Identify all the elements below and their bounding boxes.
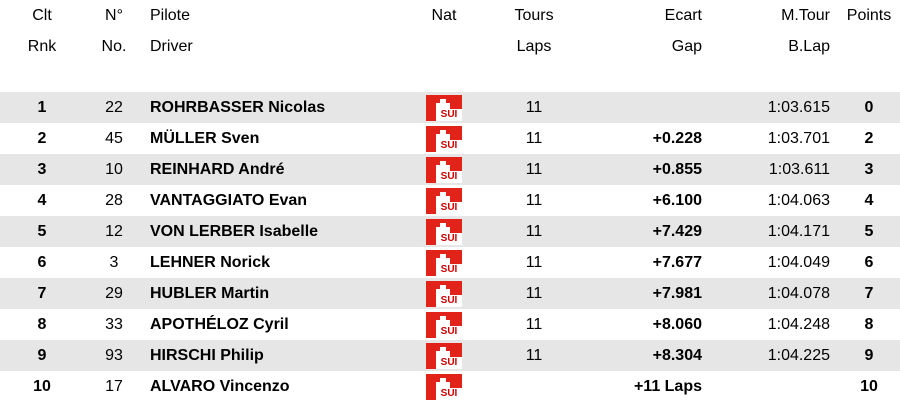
flag-code: SUI [436,264,462,276]
header-row-1 [0,0,900,32]
flag-code: SUI [436,202,462,214]
swiss-flag-icon [426,157,462,183]
swiss-flag-icon [426,250,462,276]
best-lap-cell: 1:04.248 [767,315,830,333]
nation-cell [402,185,486,216]
laps-cell [486,371,582,402]
gap-cell: +0.855 [582,154,710,185]
table-row [0,154,900,185]
best-lap-cell: 1:03.701 [767,129,830,147]
best-lap-cell: 1:04.063 [767,191,830,209]
header-gap-fr: Ecart [664,7,702,24]
points-cell: 4 [864,191,874,209]
header-points: Points [846,7,892,24]
header-no-fr: N° [105,7,123,24]
swiss-flag-icon [426,219,462,245]
points-cell: 8 [864,315,874,333]
swiss-flag-icon [426,281,462,307]
nation-cell [402,309,486,340]
table-row [0,123,900,154]
points-cell: 9 [838,340,900,371]
results-body [0,92,900,402]
flag-code: SUI [436,295,462,307]
flag-code: SUI [436,357,462,369]
flag-code: SUI [436,109,462,121]
header-laps-en: Laps [516,38,552,55]
header-laps-fr: Tours [514,7,554,24]
points-cell: 7 [838,278,900,309]
driver-cell: LEHNER Norick [150,253,271,271]
header-blap-en: B.Lap [788,38,830,55]
table-row [0,247,900,278]
gap-cell: +6.100 [652,191,702,209]
car-number-cell: 93 [84,340,144,371]
best-lap-cell: 1:03.615 [710,92,838,123]
car-number-cell: 33 [105,315,123,333]
nation-cell [402,92,486,123]
swiss-flag-icon [426,374,462,400]
driver-cell: ROHRBASSER Nicolas [144,92,402,123]
table-header [0,0,900,92]
nation-cell [402,340,486,371]
best-lap-cell: 1:04.171 [710,216,838,247]
header-no-en: No. [101,38,127,55]
flag-code: SUI [436,140,462,152]
rank-cell: 2 [37,129,47,147]
laps-cell: 11 [525,253,543,271]
driver-cell: HUBLER Martin [144,278,402,309]
gap-cell: +11 Laps [633,377,702,395]
header-rnk-fr: Clt [32,7,52,24]
nation-cell [402,154,486,185]
car-number-cell: 10 [84,154,144,185]
header-row-2 [0,32,900,62]
driver-cell: APOTHÉLOZ Cyril [150,315,289,333]
gap-cell: +8.304 [582,340,710,371]
nation-cell [402,247,486,278]
gap-cell: +0.228 [652,129,702,147]
laps-cell: 11 [486,278,582,309]
points-cell: 3 [838,154,900,185]
table-row [0,340,900,371]
gap-cell: +7.429 [582,216,710,247]
nation-cell [402,216,486,247]
table-row [0,92,900,123]
rank-cell: 1 [0,92,84,123]
laps-cell: 11 [486,216,582,247]
car-number-cell: 45 [105,129,123,147]
table-row [0,185,900,216]
table-row [0,216,900,247]
best-lap-cell: 1:04.225 [710,340,838,371]
table-row [0,278,900,309]
car-number-cell: 22 [84,92,144,123]
driver-cell: HIRSCHI Philip [144,340,402,371]
gap-cell: +7.677 [652,253,702,271]
points-cell: 5 [838,216,900,247]
header-driver-fr: Pilote [150,7,191,24]
rank-cell: 3 [0,154,84,185]
flag-code: SUI [436,388,462,400]
header-nat-empty [402,32,486,62]
driver-cell: REINHARD André [144,154,402,185]
nation-cell [402,371,486,402]
nation-cell [402,278,486,309]
car-number-cell: 17 [105,377,123,395]
rank-cell: 7 [0,278,84,309]
car-number-cell: 3 [109,253,119,271]
rank-cell: 5 [0,216,84,247]
gap-cell [582,92,710,123]
flag-code: SUI [436,326,462,338]
header-nat: Nat [431,7,457,24]
laps-cell: 11 [486,92,582,123]
header-blap-fr: M.Tour [781,7,830,24]
swiss-flag-icon [426,188,462,214]
points-cell: 6 [864,253,874,271]
header-points-empty [838,32,900,62]
flag-code: SUI [436,171,462,183]
driver-cell: ALVARO Vincenzo [150,377,290,395]
gap-cell: +8.060 [652,315,702,333]
header-driver-en: Driver [150,38,193,55]
table-row [0,371,900,402]
header-spacer [0,62,900,92]
points-cell: 10 [860,377,878,395]
swiss-flag-icon [426,126,462,152]
laps-cell: 11 [486,154,582,185]
best-lap-cell: 1:04.049 [767,253,830,271]
gap-cell: +7.981 [582,278,710,309]
flag-code: SUI [436,233,462,245]
laps-cell: 11 [525,191,543,209]
driver-cell: MÜLLER Sven [150,129,260,147]
driver-cell: VON LERBER Isabelle [144,216,402,247]
swiss-flag-icon [426,312,462,338]
points-cell: 2 [864,129,874,147]
best-lap-cell [710,371,838,402]
driver-cell: VANTAGGIATO Evan [150,191,308,209]
table-row [0,309,900,340]
car-number-cell: 28 [105,191,123,209]
rank-cell: 6 [37,253,47,271]
car-number-cell: 29 [84,278,144,309]
header-gap-en: Gap [671,38,702,55]
rank-cell: 4 [37,191,47,209]
best-lap-cell: 1:03.611 [710,154,838,185]
swiss-flag-icon [426,343,462,369]
rank-cell: 9 [0,340,84,371]
points-cell: 0 [838,92,900,123]
car-number-cell: 12 [84,216,144,247]
rank-cell: 10 [33,377,51,395]
rank-cell: 8 [37,315,47,333]
nation-cell [402,123,486,154]
laps-cell: 11 [525,315,543,333]
best-lap-cell: 1:04.078 [710,278,838,309]
header-rnk-en: Rnk [27,38,57,55]
laps-cell: 11 [486,340,582,371]
laps-cell: 11 [525,129,543,147]
swiss-flag-icon [426,95,462,121]
